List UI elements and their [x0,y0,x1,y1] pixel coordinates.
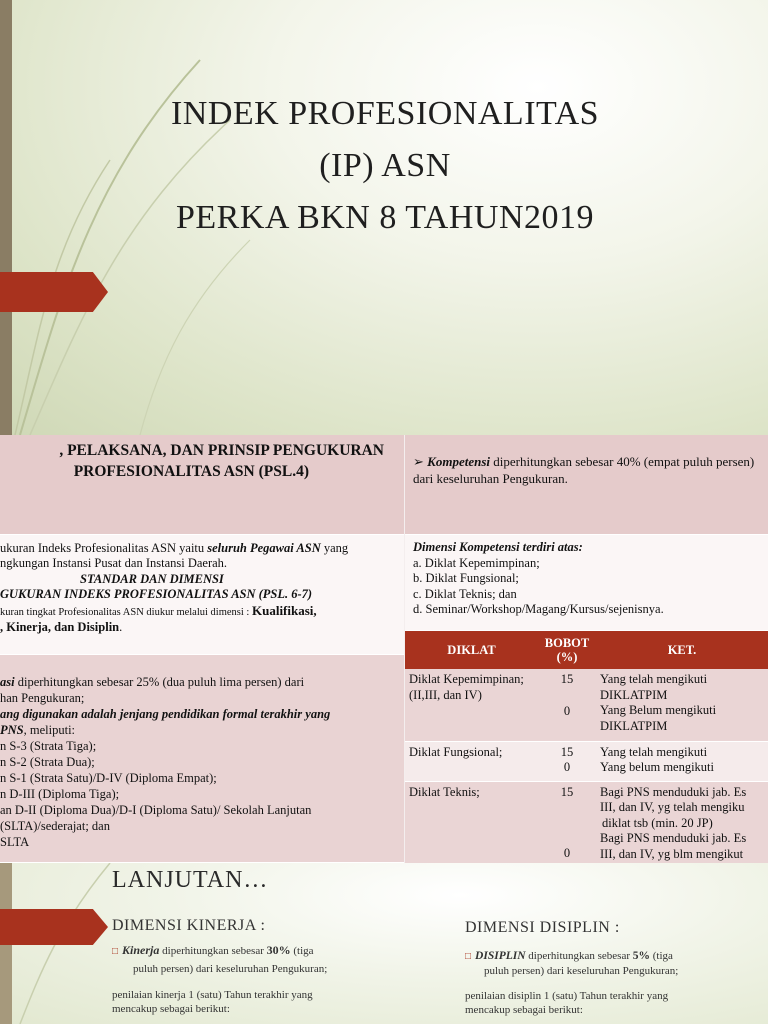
list-item: n S-2 (Strata Dua); [0,755,95,769]
arrow-bullet-icon: ➢ [413,454,424,469]
bobot-value: 15 [560,784,574,799]
dimension-end: . [119,620,123,634]
left-header-line-1: , PELAKSANA, DAN PRINSIP PENGUKURAN [59,442,384,459]
ket-text: Yang telah mengikuti [600,744,708,759]
kinerja-text: diperhitungkan sebesar [159,945,267,957]
square-bullet-icon: □ [112,946,119,957]
standard-heading: STANDAR DAN DIMENSI [80,572,224,586]
header-bobot: BOBOT (%) [538,631,596,669]
section-tag-arrow [0,909,108,945]
page-title [115,88,655,244]
row-name: Diklat Teknis; [405,781,538,863]
left-qualification-section [0,655,404,863]
subject-tail: yang [320,541,349,555]
disiplin-para-2: mencakup sebagai berikut: [465,1004,583,1016]
dimension-text: kuran tingkat Profesionalitas ASN diukur melalui dimensi : [0,607,252,618]
qualif-meliputi: , meliputi: [23,723,76,737]
qualif-line-2: han Pengukuran; [0,691,85,705]
qualif-line-4 [0,723,75,738]
header-diklat: DIKLAT [405,631,538,669]
diklat-table [405,631,768,863]
kinerja-tail: (tiga [290,945,314,957]
table-row [405,669,768,741]
left-header-line-2: PROFESIONALITAS ASN (PSL.4) [73,463,309,480]
dimension-heading: GUKURAN INDEKS PROFESIONALITAS ASN (PSL. 6-7) [0,587,313,601]
dimension-emphasis: Kualifikasi, [251,603,317,618]
competency-text: diperhitungkan sebesar 40% (empat puluh persen) dari keseluruhan Pengukuran. [413,454,755,486]
row-ket [596,781,768,863]
scope-line: ngkungan Instansi Pusat dan Instansi Daerah. [0,556,228,570]
bobot-value: 0 [563,703,571,718]
list-item: n S-1 (Strata Satu)/D-IV (Diploma Empat); [0,771,217,785]
title-line-3: PERKA BKN 8 TAHUN2019 [175,199,595,236]
row-ket [596,741,768,781]
row-bobot [538,741,596,781]
table-row [405,781,768,863]
row-name: Diklat Kepemimpinan; (II,III, dan IV) [405,669,538,741]
kinerja-percent: 30% [266,943,291,957]
subject-text: ukuran Indeks Profesionalitas ASN yaitu [0,541,208,555]
disiplin-para-1: penilaian disiplin 1 (satu) Tahun terakhir yang [465,990,669,1002]
ket-text: III, dan IV, yg blm mengikut [600,846,744,861]
qualif-line-1 [0,675,304,690]
ket-text: Yang Belum mengikuti DIKLATPIM [600,703,717,733]
bobot-value: 15 [560,672,574,686]
disiplin-keyword: DISIPLIN [475,950,526,962]
bobot-value: 0 [563,846,571,860]
subject-line [0,541,348,556]
dimension-line-2 [0,620,122,635]
list-item: b. Diklat Fungsional; [413,571,519,585]
table-row [405,741,768,781]
subject-emphasis: seluruh Pegawai ASN [207,541,321,555]
row-bobot [538,781,596,863]
list-item: d. Seminar/Workshop/Magang/Kursus/sejenisnya. [413,602,664,616]
left-middle-section [0,535,404,655]
title-line-2: (IP) ASN [319,147,451,184]
row-ket [596,669,768,741]
slide-continuation [0,863,768,1024]
qualif-text: diperhitungkan sebesar 25% (dua puluh lima persen) dari [14,675,305,689]
bobot-value: 15 [560,744,574,759]
dimension-emphasis-2: , Kinerja, dan Disiplin [0,620,120,634]
disiplin-text: diperhitungkan sebesar [525,950,633,962]
list-item: a. Diklat Kepemimpinan; [413,555,540,570]
list-item: SLTA [0,835,30,849]
disiplin-bullet-line-2: puluh persen) dari keseluruhan Pengukuran; [484,965,679,977]
disiplin-tail: (tiga [650,950,673,962]
disiplin-percent: 5% [632,950,650,962]
ket-text: Yang telah mengikuti DIKLATPIM [600,672,708,702]
row-bobot [538,669,596,741]
table-header-row [405,631,768,669]
list-item: an D-II (Diploma Dua)/D-I (Diploma Satu)/ Sekolah Lanjutan [0,803,312,817]
left-header [0,435,404,535]
dimension-line [0,603,317,619]
qualif-pns: PNS [0,723,24,737]
list-item: c. Diklat Teknis; dan [413,586,517,601]
ket-text: III, dan IV, yg telah mengiku [600,800,745,814]
disiplin-heading: DIMENSI DISIPLIN : [465,919,620,936]
competency-heading: Dimensi Kompetensi terdiri atas: [413,540,583,554]
kinerja-heading: DIMENSI KINERJA : [112,917,266,934]
left-column [0,435,404,863]
row-name: Diklat Fungsional; [405,741,538,781]
competency-keyword: Kompetensi [427,454,490,469]
kinerja-para-2: mencakup sebagai berikut: [112,1003,230,1015]
ket-text: Bagi PNS menduduki jab. Es [600,831,747,845]
title-line-1: INDEK PROFESIONALITAS [170,95,600,132]
ket-text: Bagi PNS menduduki jab. Es [600,784,747,799]
qualif-line-3: ang digunakan adalah jenjang pendidikan formal terakhir yang [0,707,331,721]
kinerja-bullet-line-2: puluh persen) dari keseluruhan Pengukuran; [133,963,328,975]
title-tag-arrow [0,272,108,312]
slide-details [0,435,768,863]
qualif-keyword: asi [0,675,15,689]
ket-text: Yang belum mengikuti [600,760,715,774]
list-item: n D-III (Diploma Tiga); [0,787,120,801]
slide-title [0,0,768,435]
list-item: n S-3 (Strata Tiga); [0,739,97,753]
kinerja-keyword: Kinerja [122,943,160,957]
square-bullet-icon: □ [465,951,472,962]
competency-dimensions [405,535,768,631]
list-item: (SLTA)/sederajat; dan [0,819,110,833]
ket-text: diklat tsb (min. 20 JP) [602,815,713,830]
disiplin-bullet [465,949,765,964]
header-ket: KET. [596,631,768,669]
competency-summary [405,435,768,535]
right-column [405,435,768,863]
kinerja-bullet [112,943,402,959]
continuation-title: LANJUTAN… [112,867,269,893]
kinerja-para-1: penilaian kinerja 1 (satu) Tahun terakhir yang [112,989,313,1001]
bobot-value: 0 [563,760,571,774]
